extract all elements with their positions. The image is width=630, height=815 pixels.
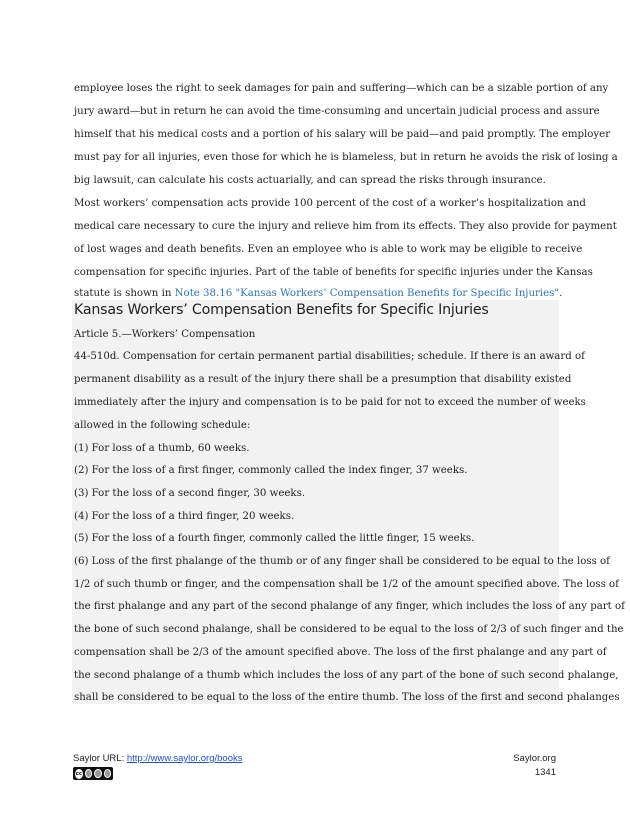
statute-line: allowed in the following schedule: bbox=[74, 420, 251, 431]
body-line-prefix: statute is shown in bbox=[74, 288, 175, 299]
statute-line: the bone of such second phalange, shall be considered to be equal to the loss of 2/3 of such finger and the bbox=[74, 624, 624, 635]
statute-line: (1) For loss of a thumb, 60 weeks. bbox=[74, 443, 250, 454]
statute-line: immediately after the injury and compensation is to be paid for not to exceed the number of weeks bbox=[74, 397, 586, 408]
body-line: big lawsuit, can calculate his costs actuarially, and can spread the risks through insurance. bbox=[74, 175, 546, 186]
statute-line: the first phalange and any part of the second phalange of any finger, which includes the loss of any part of bbox=[74, 601, 625, 612]
body-line: of lost wages and death benefits. Even an employee who is able to work may be eligible to receive bbox=[74, 244, 583, 255]
statute-line: permanent disability as a result of the injury there shall be a presumption that disability existed bbox=[74, 374, 572, 385]
statute-line: compensation shall be 2/3 of the amount specified above. The loss of the first phalange and any part of bbox=[74, 647, 607, 658]
statute-line: the second phalange of a thumb which includes the loss of any part of the bone of such second phalange, bbox=[74, 670, 619, 681]
body-line: jury award—but in return he can avoid the time-consuming and uncertain judicial process and assure bbox=[74, 106, 600, 117]
body-line: compensation for specific injuries. Part of the table of benefits for specific injuries under the Kansas bbox=[74, 267, 593, 278]
body-line: medical care necessary to cure the injury and relieve him from its effects. They also provide for payment bbox=[74, 221, 617, 232]
statute-line: Article 5.—Workers’ Compensation bbox=[74, 329, 256, 340]
body-line-with-link bbox=[74, 287, 562, 301]
by-icon bbox=[85, 769, 92, 778]
body-line-suffix: . bbox=[559, 288, 563, 299]
statute-line: (5) For the loss of a fourth finger, commonly called the little finger, 15 weeks. bbox=[74, 533, 475, 544]
statute-line: 1/2 of such thumb or finger, and the compensation shall be 1/2 of the amount specified above. The loss of bbox=[74, 579, 619, 590]
statute-line: (2) For the loss of a first finger, commonly called the index finger, 37 weeks. bbox=[74, 465, 468, 476]
nc-icon bbox=[94, 769, 101, 778]
statute-line: 44-510d. Compensation for certain permanent partial disabilities; schedule. If there is an award of bbox=[74, 351, 585, 362]
footer-url-label: Saylor URL: bbox=[73, 753, 127, 764]
note-link[interactable]: Note 38.16 "Kansas Workers’ Compensation Benefits for Specific Injuries" bbox=[174, 288, 560, 299]
body-line: himself that his medical costs and a portion of his salary will be paid—and paid promptly. The employer bbox=[74, 129, 611, 140]
cc-logo-icon: cc bbox=[75, 770, 83, 777]
statute-line: (4) For the loss of a third finger, 20 weeks. bbox=[74, 511, 295, 522]
body-line: Most workers’ compensation acts provide 100 percent of the cost of a worker’s hospitalization and bbox=[74, 198, 586, 209]
statute-line: (6) Loss of the first phalange of the thumb or of any finger shall be considered to be equal to the loss of bbox=[74, 556, 610, 567]
footer-site: Saylor.org bbox=[513, 753, 556, 764]
cc-license-badge[interactable] bbox=[73, 767, 113, 780]
statute-line: (3) For the loss of a second finger, 30 weeks. bbox=[74, 488, 306, 499]
sa-icon bbox=[104, 769, 111, 778]
statute-heading: Kansas Workers’ Compensation Benefits for Specific Injuries bbox=[74, 302, 489, 318]
footer-source bbox=[73, 753, 243, 764]
page-number: 1341 bbox=[534, 767, 556, 778]
body-line: employee loses the right to seek damages for pain and suffering—which can be a sizable portion of any bbox=[74, 83, 609, 94]
statute-line: shall be considered to be equal to the loss of the entire thumb. The loss of the first and second phalanges bbox=[74, 692, 620, 703]
body-line: must pay for all injuries, even those for which he is blameless, but in return he avoids the risk of losing a bbox=[74, 152, 618, 163]
footer-url-link[interactable]: http://www.saylor.org/books bbox=[126, 753, 243, 764]
